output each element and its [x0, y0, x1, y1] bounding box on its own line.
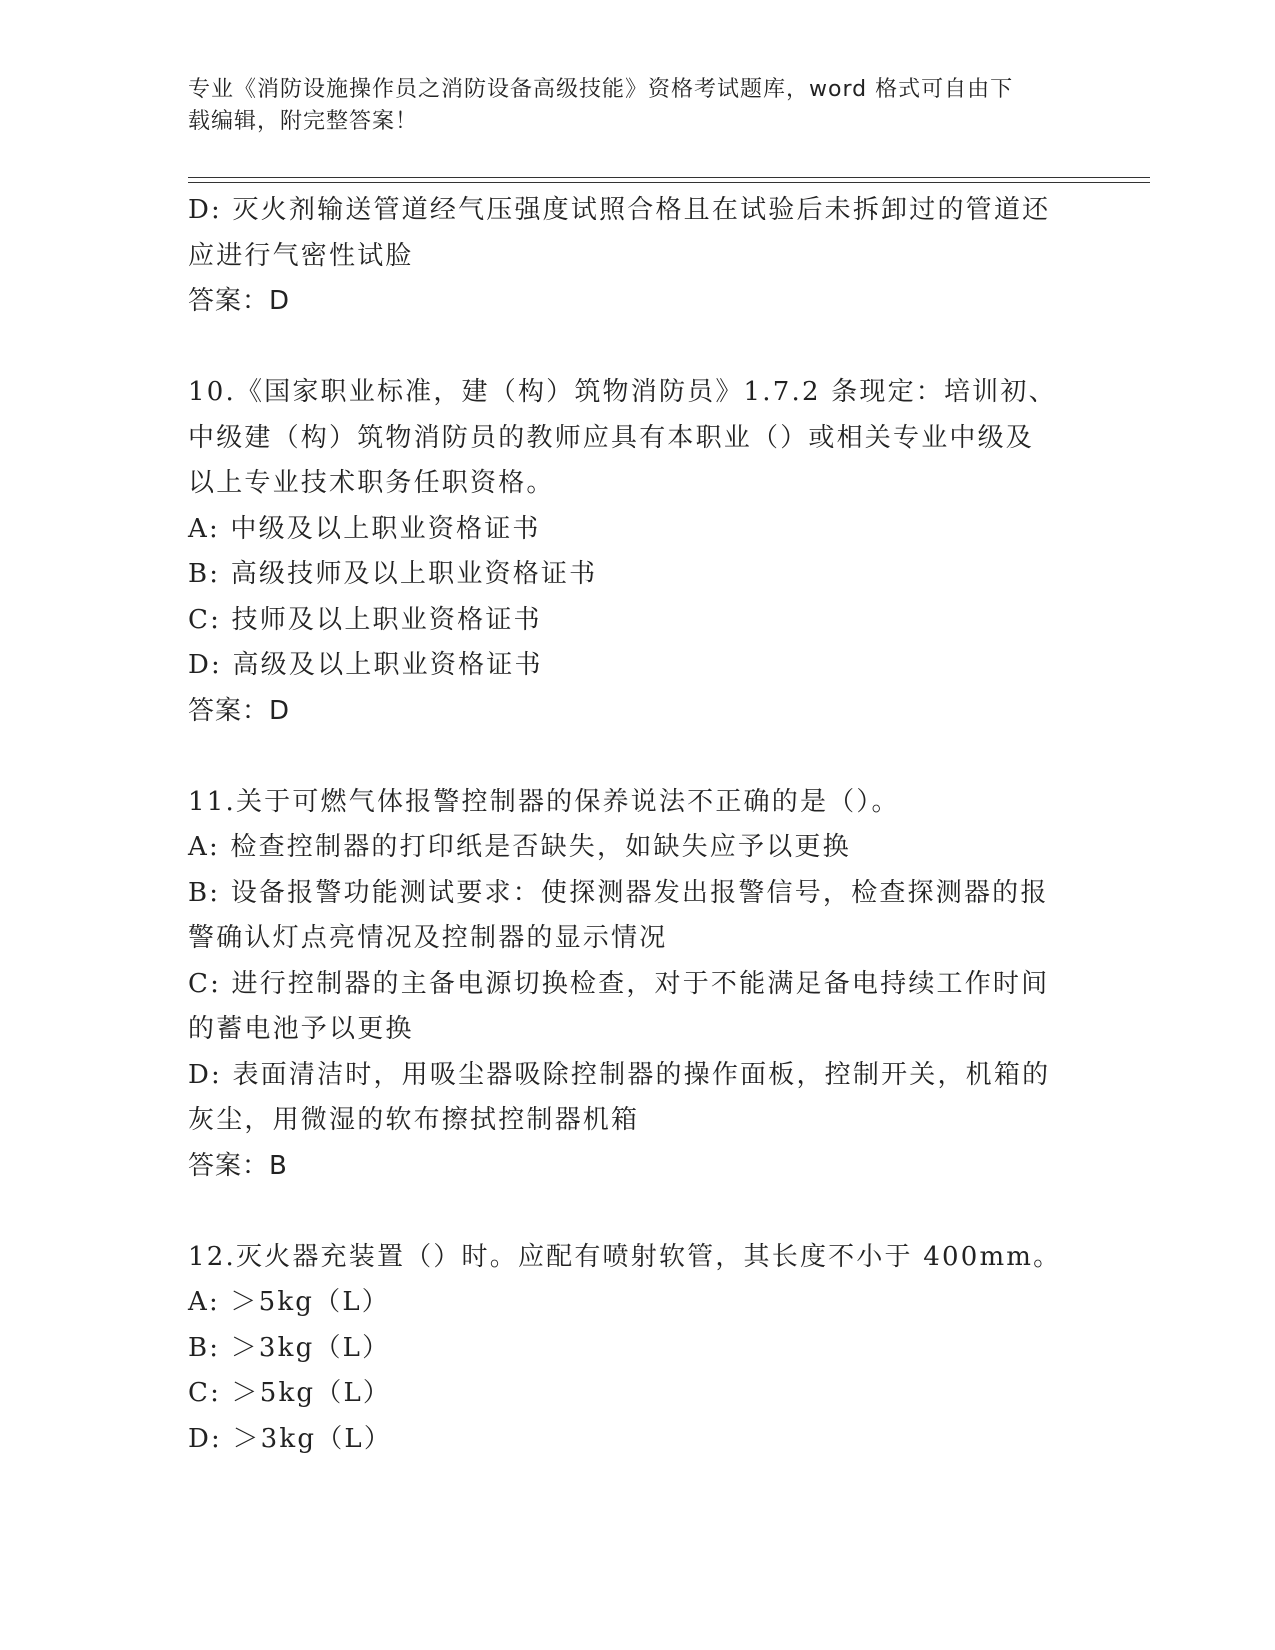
- prev-question-block: [188, 188, 1088, 325]
- option-a: A: 检查控制器的打印纸是否缺失，如缺失应予以更换: [188, 832, 851, 862]
- option-c: C: ＞5kg（L）: [188, 1378, 392, 1408]
- option-d-continued: 应进行气密性试脸: [188, 240, 414, 271]
- option-b: B: ＞3kg（L）: [188, 1332, 391, 1363]
- header-divider-bottom: [188, 182, 1150, 183]
- question-text: 10.《国家职业标准，建（构）筑物消防员》1.7.2 条现定：培训初、: [188, 377, 1057, 407]
- document-header: [188, 74, 1068, 138]
- question-text-continued: 以上专业技术职务任职资格。: [188, 468, 555, 498]
- spacer: [188, 734, 1088, 780]
- option-b-continued: 警确认灯点亮情况及控制器的显示情况: [188, 923, 668, 953]
- option-d: D: 灭火剂输送管道经气压强度试照合格且在试验后未拆卸过的管道还: [188, 195, 1051, 225]
- question-11: [188, 780, 1088, 1190]
- question-12: [188, 1235, 1088, 1463]
- option-a: A: 中级及以上职业资格证书: [188, 513, 541, 544]
- option-b: B: 高级技师及以上职业资格证书: [188, 559, 598, 589]
- question-text: 11.关于可燃气体报警控制器的保养说法不正确的是（）。: [188, 786, 900, 817]
- option-c: C: 进行控制器的主备电源切换检查，对于不能满足备电持续工作时间: [188, 968, 1050, 999]
- option-d: D: 表面清洁时，用吸尘器吸除控制器的操作面板，控制开关，机箱的: [188, 1059, 1051, 1090]
- question-10: [188, 370, 1088, 734]
- header-line-2: 载编辑，附完整答案！: [188, 109, 419, 134]
- option-c: C: 技师及以上职业资格证书: [188, 604, 542, 635]
- header-line-1: 专业《消防设施操作员之消防设备高级技能》资格考试题库，word 格式可自由下: [188, 77, 1014, 102]
- option-d: D: ＞3kg（L）: [188, 1423, 393, 1454]
- option-b: B: 设备报警功能测试要求：使探测器发出报警信号，检查探测器的报: [188, 877, 1049, 908]
- answer: 答案：D: [188, 695, 291, 726]
- option-c-continued: 的蓄电池予以更换: [188, 1014, 414, 1044]
- answer: 答案：B: [188, 1150, 288, 1181]
- spacer: [188, 1189, 1088, 1235]
- question-text-continued: 中级建（构）筑物消防员的教师应具有本职业（）或相关专业中级及: [188, 422, 1035, 453]
- header-divider-top: [188, 177, 1150, 178]
- option-d: D: 高级及以上职业资格证书: [188, 650, 543, 680]
- question-text: 12.灭火器充装置（）时。应配有喷射软管，其长度不小于 400mm。: [188, 1241, 1062, 1272]
- option-a: A: ＞5kg（L）: [188, 1287, 391, 1317]
- answer: 答案：D: [188, 286, 291, 316]
- question-content: [188, 188, 1088, 1462]
- option-d-continued: 灰尘，用微湿的软布擦拭控制器机箱: [188, 1105, 640, 1135]
- spacer: [188, 325, 1088, 371]
